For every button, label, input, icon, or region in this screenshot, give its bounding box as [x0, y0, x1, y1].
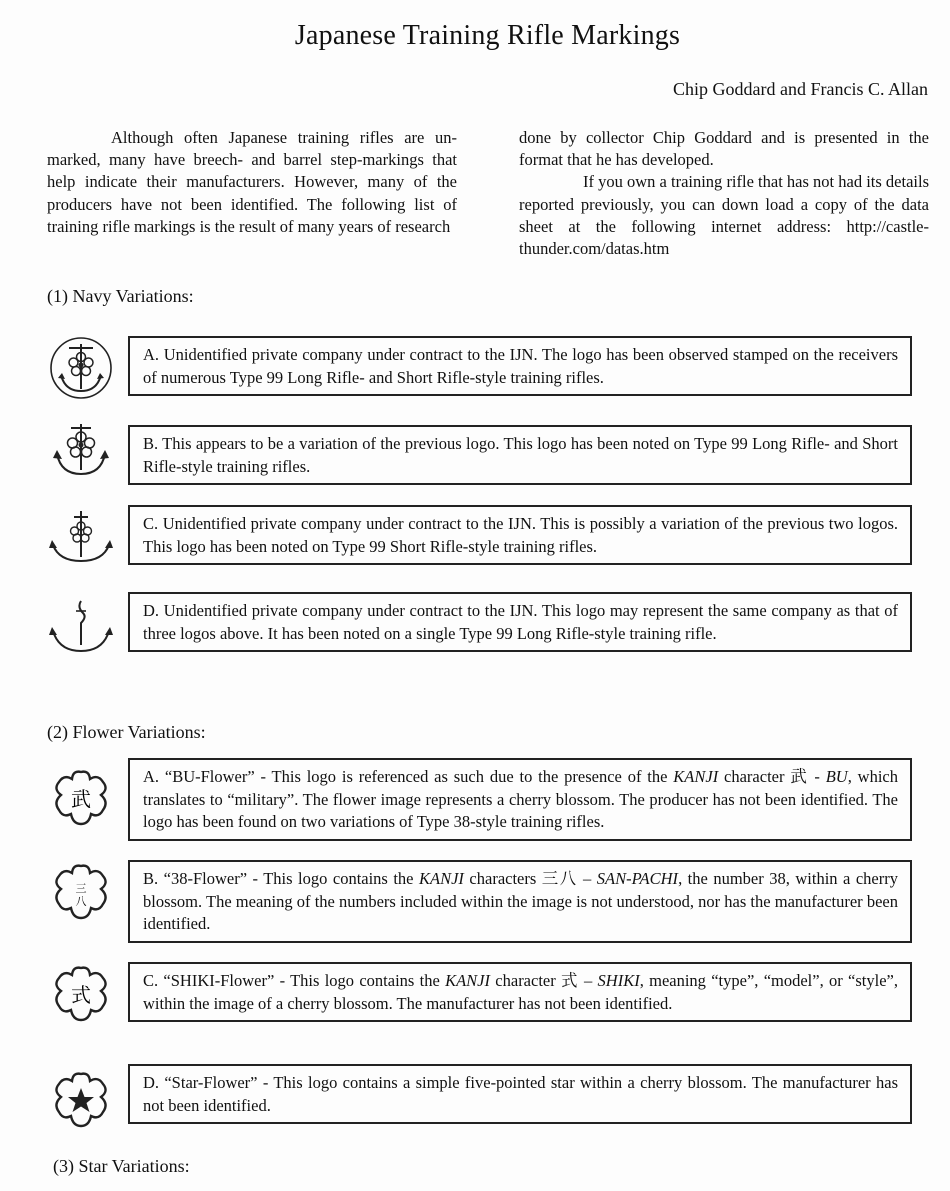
intro-continuation: done by collector Chip Goddard and is presented in the format that he has developed.	[519, 128, 929, 170]
flower-entry-b	[128, 860, 912, 943]
flower-entry-a	[128, 758, 912, 841]
anchor-flower-icon	[43, 420, 119, 486]
entry-text: D. Unidentified private company under contract to the IJN. This logo may represent the same company as that of three logos above. It has been noted on a single Type 99 Long Rifle-style training rifle.	[143, 601, 898, 643]
navy-entry-c	[128, 505, 912, 565]
anchor-plain-icon	[43, 595, 119, 661]
cherry-blossom-bu-icon	[43, 766, 119, 832]
section-heading-navy: (1) Navy Variations:	[47, 286, 194, 306]
entry-term: KANJI	[419, 869, 464, 888]
entry-text: B. “38-Flower” - This logo contains the	[143, 869, 420, 888]
entry-text: , the number 38, within a cherry blossom. The meaning of the numbers included within the image is not understood, nor has the manufacturer been identified.	[143, 869, 898, 933]
entry-text: C. “SHIKI-Flower” - This logo contains the	[143, 971, 446, 990]
cherry-blossom-38-icon	[43, 860, 119, 926]
entry-term: KANJI	[445, 971, 490, 990]
entry-text: characters 三八 –	[463, 869, 597, 888]
anchor-small-flower-icon	[43, 505, 119, 571]
entry-text: , meaning “type”, “model”, or “style”, within the image of a cherry blossom. The manufacturer has not been identified.	[143, 971, 898, 1013]
anchor-circle-icon	[43, 335, 119, 401]
kanji-glyph: 武	[71, 787, 91, 811]
entry-text: A. “BU-Flower” - This logo is referenced as such due to the presence of the	[143, 767, 674, 786]
intro-left-column	[47, 127, 457, 238]
page-title: Japanese Training Rifle Markings	[294, 20, 681, 51]
entry-text: character 式 –	[490, 971, 598, 990]
flower-entry-d	[128, 1064, 912, 1124]
entry-text: , which translates to “military”. The flower image represents a cherry blossom. The producer has not been identified. The logo has been found on two variations of Type 38-style training rifles.	[143, 767, 898, 831]
entry-term: SAN-PACHI	[596, 869, 679, 888]
section-heading-flower: (2) Flower Variations:	[47, 722, 206, 742]
kanji-glyph-hachi: 八	[75, 895, 87, 908]
navy-entry-a	[128, 336, 912, 396]
entry-text: B. This appears to be a variation of the previous logo. This logo has been noted on Type 99 Long Rifle- and Short Rifle-style training rifles.	[143, 434, 898, 476]
entry-term: KANJI	[673, 767, 719, 786]
entry-text: character 武 -	[718, 767, 826, 786]
cherry-blossom-shiki-icon	[43, 962, 119, 1028]
intro-right-column	[519, 127, 929, 260]
author-line: Chip Goddard and Francis C. Allan	[673, 79, 928, 99]
entry-text: A. Unidentified private company under contract to the IJN. The logo has been observed stamped on the receivers of numerous Type 99 Long Rifle- and Short Rifle-style training rifles.	[143, 345, 898, 387]
navy-entry-d	[128, 592, 912, 652]
intro-data-sheet-paragraph: If you own a training rifle that has not had its details reported previously, you can down load a copy of the data sheet at the following internet address: http://castle-thunder.com/datas.htm	[519, 172, 929, 259]
kanji-glyph-san: 三	[75, 882, 87, 895]
entry-term: BU	[825, 767, 848, 786]
entry-text: D. “Star-Flower” - This logo contains a simple five-pointed star within a cherry blossom. The manufacturer has not been identified.	[143, 1073, 898, 1115]
entry-text: C. Unidentified private company under contract to the IJN. This is possibly a variation of the previous two logos. This logo has been noted on Type 99 Short Rifle-style training rifles.	[143, 514, 898, 556]
navy-entry-b	[128, 425, 912, 485]
entry-term: SHIKI	[597, 971, 640, 990]
section-heading-star: (3) Star Variations:	[53, 1156, 190, 1176]
flower-entry-c	[128, 962, 912, 1022]
star-icon	[68, 1088, 94, 1112]
cherry-blossom-star-icon	[43, 1068, 119, 1134]
intro-paragraph: Although often Japanese training rifles are un-marked, many have breech- and barrel step-markings that help indicate their manufacturers. However, many of the producers have not been identified. The following list of training rifle markings is the result of many years of research	[47, 128, 457, 236]
kanji-glyph: 式	[71, 983, 91, 1007]
